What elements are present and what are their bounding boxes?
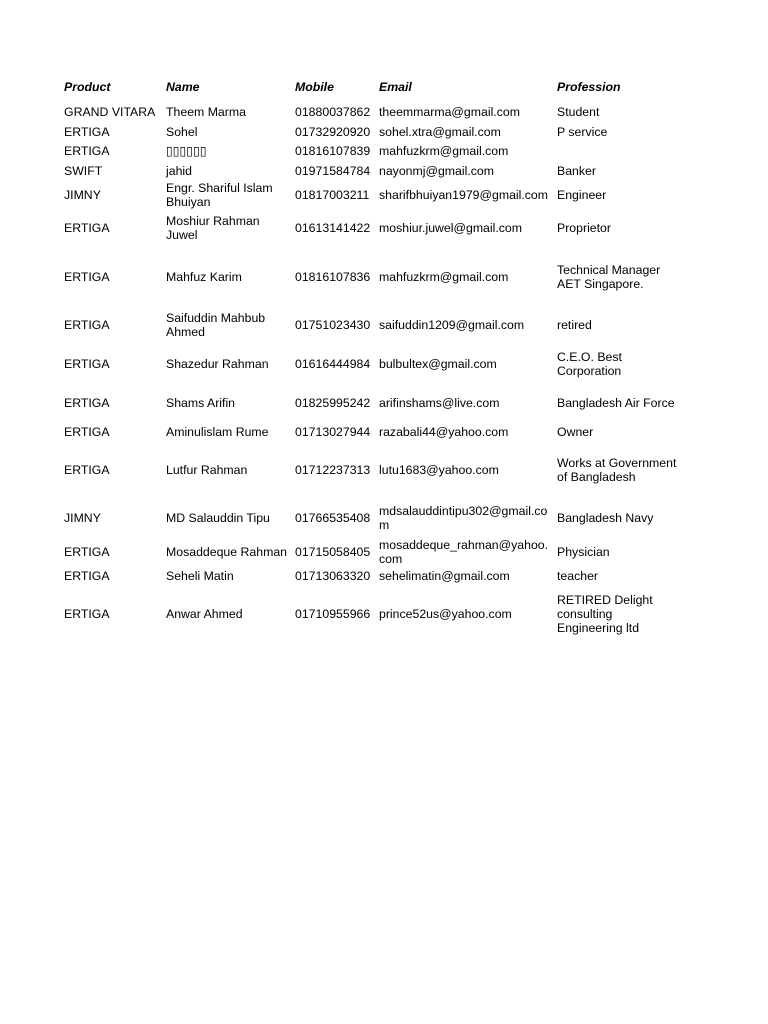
cell-mobile: 01766535408 [295, 510, 371, 525]
table-row [62, 383, 682, 422]
cell-email: sehelimatin@gmail.com [379, 568, 510, 583]
cell-profession: Works at Government of Bangladesh [557, 455, 677, 484]
cell-profession: Bangladesh Navy [557, 510, 654, 525]
table-row [62, 161, 682, 180]
header-name: Name [166, 80, 200, 94]
cell-profession: Technical Manager AET Singapore. [557, 262, 661, 291]
cell-email: saifuddin1209@gmail.com [379, 318, 525, 332]
table-header [62, 78, 682, 102]
cell-product: SWIFT [64, 163, 103, 178]
cell-profession: C.E.O. Best Corporation [557, 349, 622, 378]
cell-product: ERTIGA [64, 356, 110, 371]
cell-email: mahfuzkrm@gmail.com [379, 269, 509, 284]
cell-product: ERTIGA [64, 424, 110, 439]
cell-profession: teacher [557, 568, 599, 583]
cell-mobile: 01880037862 [295, 105, 371, 119]
cell-mobile: 01616444984 [295, 356, 371, 371]
cell-product: ERTIGA [64, 395, 110, 410]
cell-mobile: 01817003211 [295, 187, 370, 202]
header-email: Email [379, 80, 412, 94]
cell-mobile: 01710955966 [295, 606, 371, 621]
cell-name: ▯▯▯▯▯▯ [166, 144, 207, 158]
cell-mobile: 01732920920 [295, 124, 371, 139]
cell-product: ERTIGA [64, 544, 110, 559]
cell-email: prince52us@yahoo.com [379, 606, 512, 621]
customer-table [62, 78, 682, 642]
table-body [62, 102, 682, 642]
cell-profession: Proprietor [557, 221, 611, 235]
cell-profession: Student [557, 105, 600, 119]
table-row [62, 566, 682, 585]
cell-email: mosaddeque_rahman@yahoo.com [379, 537, 549, 566]
cell-name: Shazedur Rahman [166, 356, 269, 371]
cell-profession: Owner [557, 424, 594, 439]
table-row [62, 122, 682, 141]
cell-email: arifinshams@live.com [379, 395, 500, 410]
cell-email: nayonmj@gmail.com [379, 163, 494, 178]
cell-profession: RETIRED Delight consulting Engineering ltd [557, 592, 653, 635]
cell-name: Sohel [166, 124, 198, 139]
cell-mobile: 01713063320 [295, 568, 371, 583]
cell-mobile: 01816107839 [295, 144, 371, 158]
table-row [62, 344, 682, 383]
cell-product: ERTIGA [64, 318, 110, 332]
cell-profession [555, 141, 682, 161]
cell-name: Anwar Ahmed [166, 606, 243, 621]
cell-profession: Engineer [557, 187, 607, 202]
table-row [62, 441, 682, 498]
cell-mobile: 01971584784 [295, 163, 371, 178]
cell-product: ERTIGA [64, 606, 110, 621]
cell-mobile: 01712237313 [295, 462, 371, 477]
cell-product: ERTIGA [64, 221, 110, 235]
cell-product: JIMNY [64, 510, 101, 525]
cell-product: ERTIGA [64, 568, 110, 583]
cell-name: jahid [166, 163, 192, 178]
cell-product: JIMNY [64, 187, 101, 202]
cell-email: lutu1683@yahoo.com [379, 462, 499, 477]
cell-email: bulbultex@gmail.com [379, 356, 497, 371]
cell-name: Theem Marma [166, 105, 246, 119]
cell-product: ERTIGA [64, 124, 110, 139]
cell-product: ERTIGA [64, 144, 110, 158]
table-row [62, 247, 682, 306]
cell-mobile: 01751023430 [295, 318, 371, 332]
cell-profession: Banker [557, 163, 596, 178]
cell-mobile: 01825995242 [295, 395, 371, 410]
cell-name: MD Salauddin Tipu [166, 510, 270, 525]
cell-email: sohel.xtra@gmail.com [379, 124, 501, 139]
table-row [62, 102, 682, 122]
cell-email: mahfuzkrm@gmail.com [379, 144, 509, 158]
cell-profession: P service [557, 124, 608, 139]
cell-product: ERTIGA [64, 462, 110, 477]
cell-email: sharifbhuiyan1979@gmail.com [379, 187, 549, 202]
table-row [62, 180, 682, 209]
table-row [62, 141, 682, 161]
cell-name: Engr. Shariful Islam Bhuiyan [166, 180, 273, 209]
table-row [62, 498, 682, 537]
cell-name: Mosaddeque Rahman [166, 544, 287, 559]
cell-mobile: 01613141422 [295, 221, 371, 235]
cell-name: Shams Arifin [166, 395, 236, 410]
table-row [62, 585, 682, 642]
cell-name: Saifuddin Mahbub Ahmed [166, 311, 266, 339]
header-mobile: Mobile [295, 80, 334, 94]
cell-name: Mahfuz Karim [166, 269, 242, 284]
cell-email: moshiur.juwel@gmail.com [379, 221, 523, 235]
header-row [62, 78, 682, 102]
cell-mobile: 01713027944 [295, 424, 371, 439]
cell-product: GRAND VITARA [64, 105, 156, 119]
cell-email: mdsalauddintipu302@gmail.com [379, 503, 548, 532]
cell-name: Seheli Matin [166, 568, 234, 583]
table-row [62, 306, 682, 344]
cell-mobile: 01715058405 [295, 544, 371, 559]
table-row [62, 422, 682, 441]
cell-name: Aminulislam Rume [166, 424, 269, 439]
table-row [62, 537, 682, 566]
cell-profession: retired [557, 318, 592, 332]
cell-mobile: 01816107836 [295, 269, 371, 284]
cell-email: theemmarma@gmail.com [379, 105, 520, 119]
header-product: Product [64, 80, 111, 94]
cell-name: Moshiur Rahman Juwel [166, 214, 260, 242]
table-row [62, 209, 682, 247]
cell-name: Lutfur Rahman [166, 462, 248, 477]
cell-email: razabali44@yahoo.com [379, 424, 509, 439]
cell-profession: Bangladesh Air Force [557, 395, 675, 410]
cell-profession: Physician [557, 544, 610, 559]
header-profession: Profession [557, 80, 621, 94]
cell-product: ERTIGA [64, 269, 110, 284]
